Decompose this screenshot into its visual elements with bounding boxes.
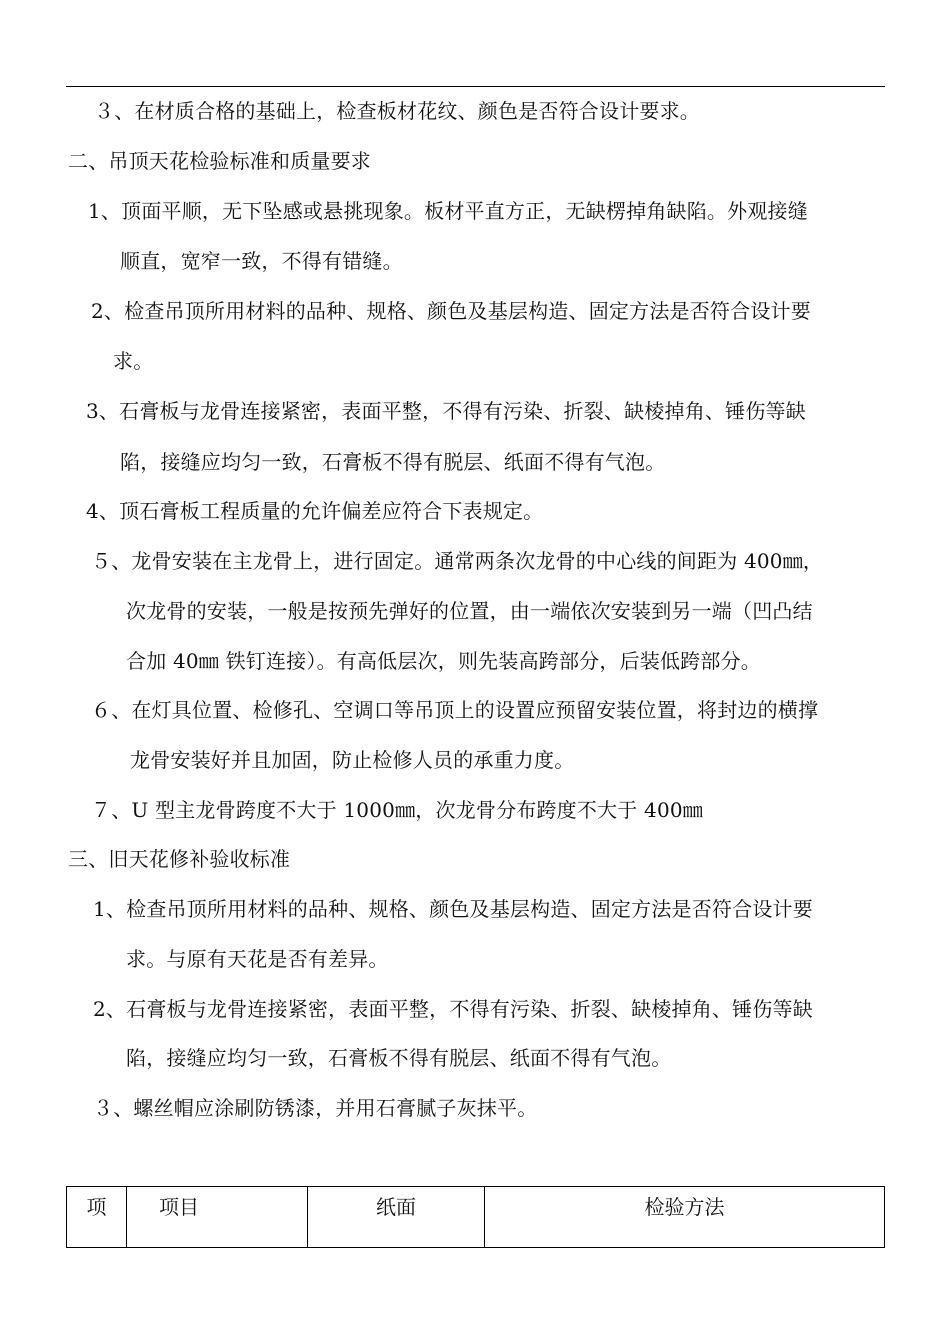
- top-rule: [66, 86, 885, 87]
- text-line: ３、螺丝帽应涂刷防锈漆，并用石膏腻子灰抹平。: [93, 1096, 538, 1120]
- section-heading: 三、旧天花修补验收标准: [68, 847, 291, 871]
- text-line: ７、U 型主龙骨跨度不大于 1000㎜，次龙骨分布跨度不大于 400㎜: [91, 798, 703, 822]
- text-line: 求。与原有天花是否有差异。: [126, 947, 389, 971]
- text-line: ５、龙骨安装在主龙骨上，进行固定。通常两条次龙骨的中心线的间距为 400㎜，: [91, 549, 824, 573]
- text-line: ６、在灯具位置、检修孔、空调口等吊顶上的设置应预留安装位置，将封边的横撑: [91, 698, 819, 722]
- text-line: 1、检查吊顶所用材料的品种、规格、颜色及基层构造、固定方法是否符合设计要: [93, 897, 813, 921]
- text-line: 陷，接缝应均匀一致，石膏板不得有脱层、纸面不得有气泡。: [126, 1046, 672, 1070]
- text-line: 次龙骨的安装，一般是按预先弹好的位置，由一端依次安装到另一端（凹凸结: [126, 599, 813, 623]
- table-header-cell: 项目: [127, 1187, 308, 1248]
- text-line: 3、石膏板与龙骨连接紧密，表面平整，不得有污染、折裂、缺棱掉角、锤伤等缺: [86, 399, 806, 423]
- spec-table: [66, 1186, 885, 1248]
- section-heading: 二、吊顶天花检验标准和质量要求: [68, 149, 371, 173]
- text-line: 陷，接缝应均匀一致，石膏板不得有脱层、纸面不得有气泡。: [120, 450, 666, 474]
- table-header-cell: 项: [67, 1187, 127, 1248]
- text-line: 1、顶面平顺，无下坠感或悬挑现象。板材平直方正，无缺楞掉角缺陷。外观接缝: [88, 199, 808, 223]
- text-line: 龙骨安装好并且加固，防止检修人员的承重力度。: [130, 748, 575, 772]
- text-line: 2、石膏板与龙骨连接紧密，表面平整，不得有污染、折裂、缺棱掉角、锤伤等缺: [93, 997, 813, 1021]
- table-header-cell: 纸面: [308, 1187, 485, 1248]
- table-header-row: [67, 1187, 885, 1248]
- table-header-cell: 检验方法: [485, 1187, 885, 1248]
- text-line: 求。: [113, 349, 154, 373]
- text-line: ３、在材质合格的基础上，检查板材花纹、颜色是否符合设计要求。: [94, 99, 700, 123]
- text-line: 2、检查吊顶所用材料的品种、规格、颜色及基层构造、固定方法是否符合设计要: [91, 299, 811, 323]
- text-line: 合加 40㎜ 铁钉连接）。有高低层次，则先装高跨部分，后装低跨部分。: [126, 649, 761, 673]
- text-line: 4、顶石膏板工程质量的允许偏差应符合下表规定。: [86, 499, 544, 523]
- text-line: 顺直，宽窄一致，不得有错缝。: [120, 249, 403, 273]
